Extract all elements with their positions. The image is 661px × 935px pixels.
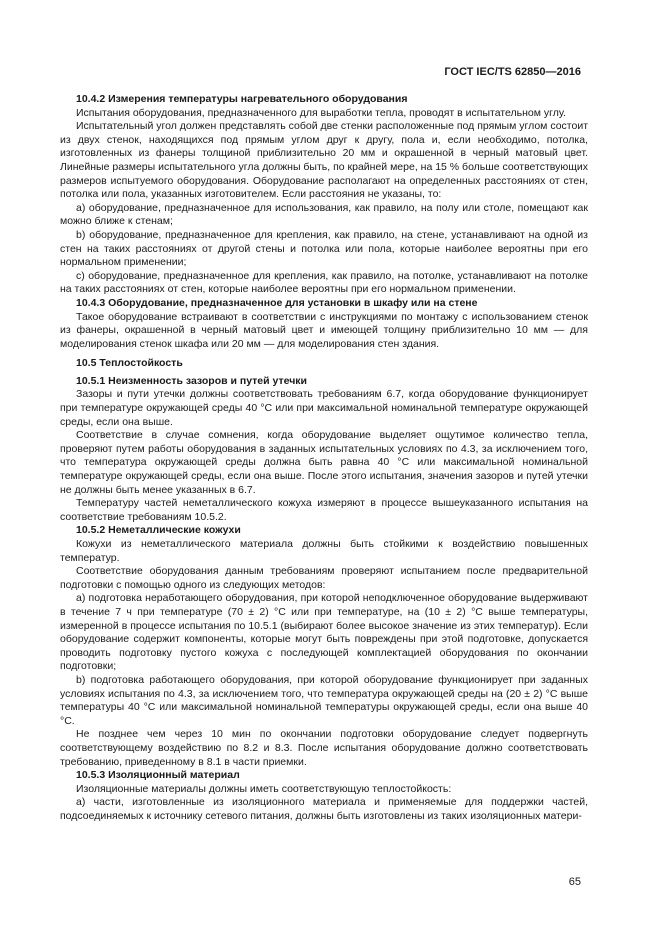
paragraph: Соответствие оборудования данным требованиям проверяют испытанием после предварительной подготовки с помощью одного из следующих методов: <box>60 565 588 591</box>
heading-10-4-2: 10.4.2 Измерения температуры нагревательного оборудования <box>76 93 408 105</box>
list-item-a: а) оборудование, предназначенное для использования, как правило, на полу или столе, помещают как можно ближе к стенам; <box>60 201 588 228</box>
paragraph: Зазоры и пути утечки должны соответствовать требованиям 6.7, когда оборудование функционирует при температуре окружающей среды 40 °С или при максимальной номинальной температуре окружающей среды, если она выше. <box>60 388 588 428</box>
document-body <box>60 93 588 823</box>
heading-10-4-3: 10.4.3 Оборудование, предназначенное для установки в шкафу или на стене <box>76 296 478 309</box>
paragraph: Соответствие в случае сомнения, когда оборудование выделяет ощутимое количество тепла, проверяют путем работы оборудования в заданных испытательных условиях по 4.3, за исключением того, что температура окружающей среды должна быть равна 40 °С или максимальной номинальной температуре окружающей среды, если она выше. После этого испытания, значения зазоров и путей утечки не должны быть менее указанных в 6.7. <box>60 429 588 496</box>
heading-10-5-1: 10.5.1 Неизменность зазоров и путей утечки <box>76 374 308 387</box>
paragraph: Испытательный угол должен представлять собой две стенки расположенные под прямым углом состоит из двух стенок, находящихся под прямым углом друг к другу, пола и, если необходимо, потолка, изготовленных из фанеры толщиной приблизительно 20 мм и окрашенной в черный матовый цвет. Линейные размеры испытательного угла должны быть, по крайней мере, на 15 % больше соответствующих размеров испытуемого оборудования. Оборудование располагают на определенных расстояниях от стен, потолка или пола, указанных изготовителем. Если расстояния не указаны, то: <box>60 120 589 201</box>
list-item-b: b) подготовка работающего оборудования, при которой оборудование функционирует при заданных условиях испытания по 4.3, за исключением того, что температура окружающей среды на (20 ± 2) °С выше температуры 40 °С или максимальной номинальной температуры окружающей среды, если она выше 40 °С. <box>60 673 588 727</box>
list-item-b: b) оборудование, предназначенное для крепления, как правило, на стене, устанавливают на одной из стен на таких расстояниях от другой стены и потолка или пола, которые наиболее вероятны при его нормальном применении; <box>60 228 588 269</box>
paragraph: Испытания оборудования, предназначенного для выработки тепла, проводят в испытательном углу. <box>76 106 566 119</box>
page-number: 65 <box>568 876 581 888</box>
heading-10-5-2: 10.5.2 Неметаллические кожухи <box>76 524 241 537</box>
paragraph: Кожухи из неметаллического материала должны быть стойкими к воздействию повышенных температур. <box>60 538 588 564</box>
list-item-a: а) части, изготовленные из изоляционного материала и применяемые для поддержки частей, подсоединяемых к источнику сетевого питания, должны быть изготовлены из таких изоляционных матери- <box>60 796 588 822</box>
heading-10-5-3: 10.5.3 Изоляционный материал <box>76 769 240 782</box>
heading-10-5: 10.5 Теплостойкость <box>76 357 183 370</box>
list-item-a: а) подготовка неработающего оборудования, при которой неподключенное оборудование выдерживают в течение 7 ч при температуре (70 ± 2) °С или при температуре, на (10 ± 2) °С выше температуры, измеренной в процессе испытания по 10.5.1 (выбирают более высокое значение из этих температур). Если оборудование содержит компоненты, которые могут быть повреждены при этой подготовке, допускается проводить подготовку пустого кожуха с последующей комплектацией оборудования по окончании подготовки; <box>60 592 588 673</box>
paragraph: Не позднее чем через 10 мин по окончании подготовки оборудование следует подвергнуть соответствующему воздействию по 8.2 и 8.3. После испытания оборудование должно соответствовать требованию, приведенному в 8.1 в части приемки. <box>60 728 588 768</box>
paragraph: Изоляционные материалы должны иметь соответствующую теплостойкость: <box>76 782 452 795</box>
document-code: ГОСТ IEC/TS 62850—2016 <box>444 66 581 78</box>
paragraph: Температуру частей неметаллического кожуха измеряют в процессе вышеуказанного испытания на соответствие требованиям 10.5.2. <box>60 497 588 523</box>
list-item-c: с) оборудование, предназначенное для крепления, как правило, на потолке, устанавливают на потолке на таких расстояниях от стен, которые наиболее вероятны при его нормальном применении. <box>60 269 588 296</box>
paragraph: Такое оборудование встраивают в соответствии с инструкциями по монтажу с использованием стенок из фанеры, окрашенной в черный матовый цвет и имеющей толщину приблизительно 10 мм — для моделирования стенок шкафа или 20 мм — для моделирования стен здания. <box>60 310 588 350</box>
